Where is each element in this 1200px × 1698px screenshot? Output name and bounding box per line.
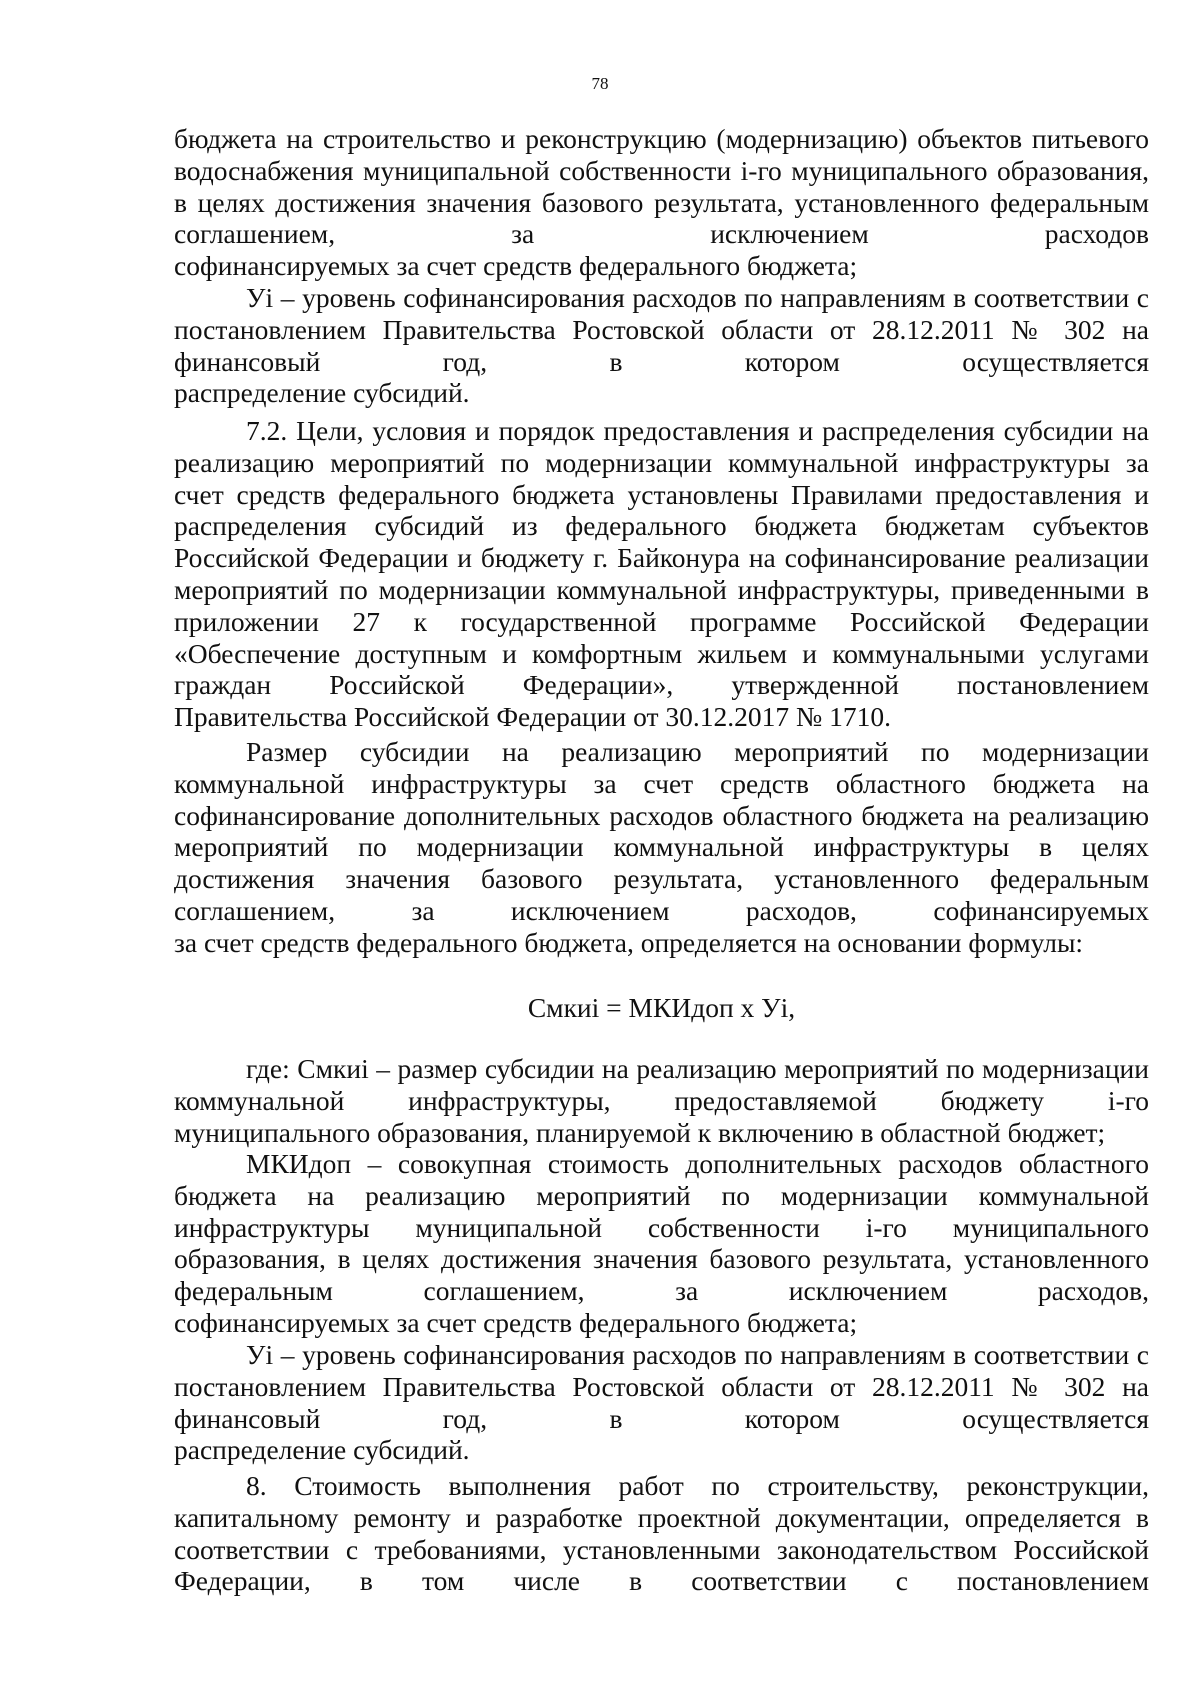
paragraph-body: Размер субсидии на реализацию мероприятий по модернизации коммунальной инфраструктуры за счет средств областного бюджета на софинансирование дополнительных расходов областного бюджета на реализацию мероприятий по модернизации коммунальной инфраструктуры в целях достижения значения базового результата, установленного федеральным соглашением, за исключением расходов, софинансируемых [174, 736, 1149, 926]
paragraph-body: МКИдоп – совокупная стоимость дополнительных расходов областного бюджета на реализацию мероприятий по модернизации коммунальной инфраструктуры муниципальной собственности i-го муниципального образования, в целях достижения значения базового результата, установленного федеральным соглашением, за исключением расходов, [174, 1148, 1149, 1307]
paragraph-8 [174, 1470, 1149, 1597]
paragraph-body: Уi – уровень софинансирования расходов по направлениям в соответствии с постановлением Правительства Ростовской области от 28.12.2011 № 302 на финансовый год, в котором осуществляется [174, 1339, 1149, 1434]
paragraph-mkidop-definition [174, 1148, 1149, 1339]
paragraph-last-line: распределение субсидий. [174, 1434, 470, 1466]
paragraph-continuation [174, 123, 1149, 282]
paragraph-last-line: за счет средств федерального бюджета, определяется на основании формулы: [174, 926, 1084, 958]
paragraph-last-line: распределение субсидий. [174, 377, 470, 409]
formula: Смкиi = МКИдоп х Уi, [527, 992, 796, 1023]
paragraph-body: где: Смкиi – размер субсидии на реализацию мероприятий по модернизации коммунальной инфраструктуры, предоставляемой бюджету i-го [174, 1053, 1149, 1116]
paragraph-last-line: софинансируемых за счет средств федерального бюджета; [174, 250, 858, 282]
paragraph-body: 7.2. Цели, условия и порядок предоставления и распределения субсидии на реализацию мероприятий по модернизации коммунальной инфраструктуры за счет средств федерального бюджета установлены Правилами предоставления и распределения субсидий из федерального бюджета бюджетам субъектов Российской Федерации и бюджету г. Байконура на софинансирование реализации мероприятий по модернизации коммунальной инфраструктуры, приведенными в приложении 27 к государственной программе Российской Федерации «Обеспечение доступным и комфортным жильем и коммунальными услугами граждан Российской Федерации», утвержденной постановлением [174, 415, 1149, 701]
paragraph-body: Уi – уровень софинансирования расходов по направлениям в соответствии с постановлением Правительства Ростовской области от 28.12.2011 № 302 на финансовый год, в котором осуществляется [174, 282, 1149, 377]
paragraph-ui-definition [174, 282, 1149, 409]
paragraph-7-2 [174, 415, 1149, 733]
paragraph-where [174, 1053, 1149, 1148]
paragraph-last-line: софинансируемых за счет средств федерального бюджета; [174, 1306, 858, 1338]
paragraph-body: бюджета на строительство и реконструкцию (модернизацию) объектов питьевого водоснабжения муниципальной собственности i-го муниципального образования, в целях достижения значения базового результата, установленного федеральным соглашением, за исключением расходов [174, 123, 1149, 250]
paragraph-subsidy-size [174, 736, 1149, 959]
paragraph-last-line: Правительства Российской Федерации от 30.12.2017 № 1710. [174, 701, 891, 733]
paragraph-body: 8. Стоимость выполнения работ по строительству, реконструкции, капитальному ремонту и разработке проектной документации, определяется в соответствии с требованиями, установленными законодательством Российской Федерации, в том числе в соответствии с постановлением [174, 1470, 1149, 1597]
paragraph-ui-definition-2 [174, 1339, 1149, 1466]
page-number: 78 [591, 74, 609, 93]
paragraph-last-line: муниципального образования, планируемой к включению в областной бюджет; [174, 1116, 1106, 1148]
